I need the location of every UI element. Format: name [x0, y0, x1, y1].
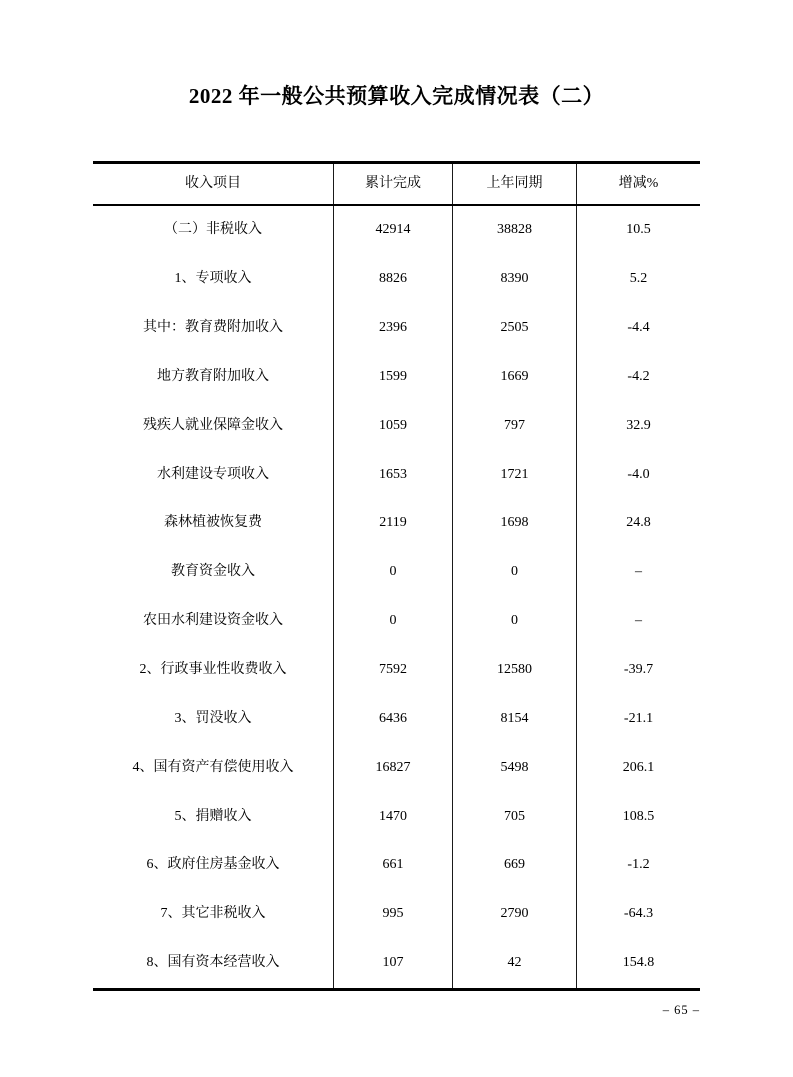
- row-item-label: 水利建设专项收入: [93, 450, 334, 499]
- table-row: [93, 353, 700, 402]
- row-item-label: 4、国有资产有偿使用收入: [93, 743, 334, 792]
- row-item-label: 7、其它非税收入: [93, 890, 334, 939]
- row-change-value: 24.8: [626, 515, 651, 531]
- column-header-item: 收入项目: [93, 164, 334, 204]
- table-row: [93, 255, 700, 304]
- row-item-label: （二）非税收入: [93, 206, 334, 255]
- row-change-value: -4.0: [627, 466, 650, 482]
- row-cumulative-value: 2396: [334, 304, 453, 353]
- row-cumulative-value: 0: [334, 548, 453, 597]
- row-change-value: 206.1: [622, 759, 655, 775]
- row-prior-value: 669: [453, 841, 577, 890]
- page-title: 2022 年一般公共预算收入完成情况表（二）: [188, 84, 605, 108]
- table-body: [93, 206, 700, 988]
- table-row: [93, 841, 700, 890]
- row-cumulative-value: 16827: [334, 743, 453, 792]
- table-row: [93, 401, 700, 450]
- table-row: [93, 939, 700, 988]
- row-change-value: 32.9: [626, 417, 651, 433]
- table-row: [93, 694, 700, 743]
- row-prior-value: 0: [453, 548, 577, 597]
- row-cumulative-value: 1599: [334, 353, 453, 402]
- table-row: [93, 646, 700, 695]
- row-cumulative-value: 107: [334, 939, 453, 988]
- table-row: [93, 304, 700, 353]
- table-header-row: [93, 164, 700, 206]
- row-cumulative-value: 995: [334, 890, 453, 939]
- row-item-label: 农田水利建设资金收入: [93, 597, 334, 646]
- table-row: [93, 206, 700, 255]
- table-row: [93, 792, 700, 841]
- row-prior-value: 12580: [453, 646, 577, 695]
- row-change-value: 5.2: [629, 271, 648, 287]
- row-cumulative-value: 42914: [334, 206, 453, 255]
- row-item-label: 8、国有资本经营收入: [93, 939, 334, 988]
- row-prior-value: 2505: [453, 304, 577, 353]
- row-cumulative-value: 2119: [334, 499, 453, 548]
- row-change-value: -1.2: [627, 857, 650, 873]
- row-item-label: 5、捐赠收入: [93, 792, 334, 841]
- row-item-label: 教育资金收入: [93, 548, 334, 597]
- column-header-cumulative: 累计完成: [334, 164, 453, 204]
- table-row: [93, 450, 700, 499]
- row-cumulative-value: 8826: [334, 255, 453, 304]
- row-cumulative-value: 0: [334, 597, 453, 646]
- row-prior-value: 0: [453, 597, 577, 646]
- table-row: [93, 548, 700, 597]
- row-cumulative-value: 1470: [334, 792, 453, 841]
- table-row: [93, 597, 700, 646]
- row-change-value: -4.4: [627, 320, 650, 336]
- row-item-label: 残疾人就业保障金收入: [93, 401, 334, 450]
- row-prior-value: 705: [453, 792, 577, 841]
- row-prior-value: 5498: [453, 743, 577, 792]
- row-item-label: 森林植被恢复费: [93, 499, 334, 548]
- table-row: [93, 743, 700, 792]
- row-item-label: 地方教育附加收入: [93, 353, 334, 402]
- row-prior-value: 1669: [453, 353, 577, 402]
- row-item-label: 1、专项收入: [93, 255, 334, 304]
- column-header-prior: 上年同期: [453, 164, 577, 204]
- row-cumulative-value: 1653: [334, 450, 453, 499]
- row-prior-value: 42: [453, 939, 577, 988]
- row-prior-value: 1721: [453, 450, 577, 499]
- row-item-label: 2、行政事业性收费收入: [93, 646, 334, 695]
- row-cumulative-value: 1059: [334, 401, 453, 450]
- row-item-label: 其中：教育费附加收入: [93, 304, 334, 353]
- table-row: [93, 499, 700, 548]
- row-change-value: -21.1: [623, 710, 654, 726]
- row-item-label: 6、政府住房基金收入: [93, 841, 334, 890]
- row-prior-value: 38828: [453, 206, 577, 255]
- revenue-table: [93, 161, 700, 991]
- row-change-value: –: [635, 613, 642, 629]
- table-row: [93, 890, 700, 939]
- row-item-label: 3、罚没收入: [93, 694, 334, 743]
- row-change-value: 154.8: [622, 955, 655, 971]
- row-change-value: -39.7: [623, 662, 654, 678]
- row-prior-value: 1698: [453, 499, 577, 548]
- row-change-value: –: [635, 564, 642, 580]
- row-change-value: 108.5: [622, 808, 655, 824]
- row-cumulative-value: 7592: [334, 646, 453, 695]
- row-change-value: -4.2: [627, 368, 650, 384]
- row-prior-value: 8154: [453, 694, 577, 743]
- row-change-value: 10.5: [626, 222, 651, 238]
- row-prior-value: 8390: [453, 255, 577, 304]
- row-cumulative-value: 6436: [334, 694, 453, 743]
- row-prior-value: 797: [453, 401, 577, 450]
- row-prior-value: 2790: [453, 890, 577, 939]
- page-number: – 65 –: [662, 1003, 700, 1017]
- column-header-change: 增减%: [618, 176, 659, 191]
- row-change-value: -64.3: [623, 906, 654, 922]
- row-cumulative-value: 661: [334, 841, 453, 890]
